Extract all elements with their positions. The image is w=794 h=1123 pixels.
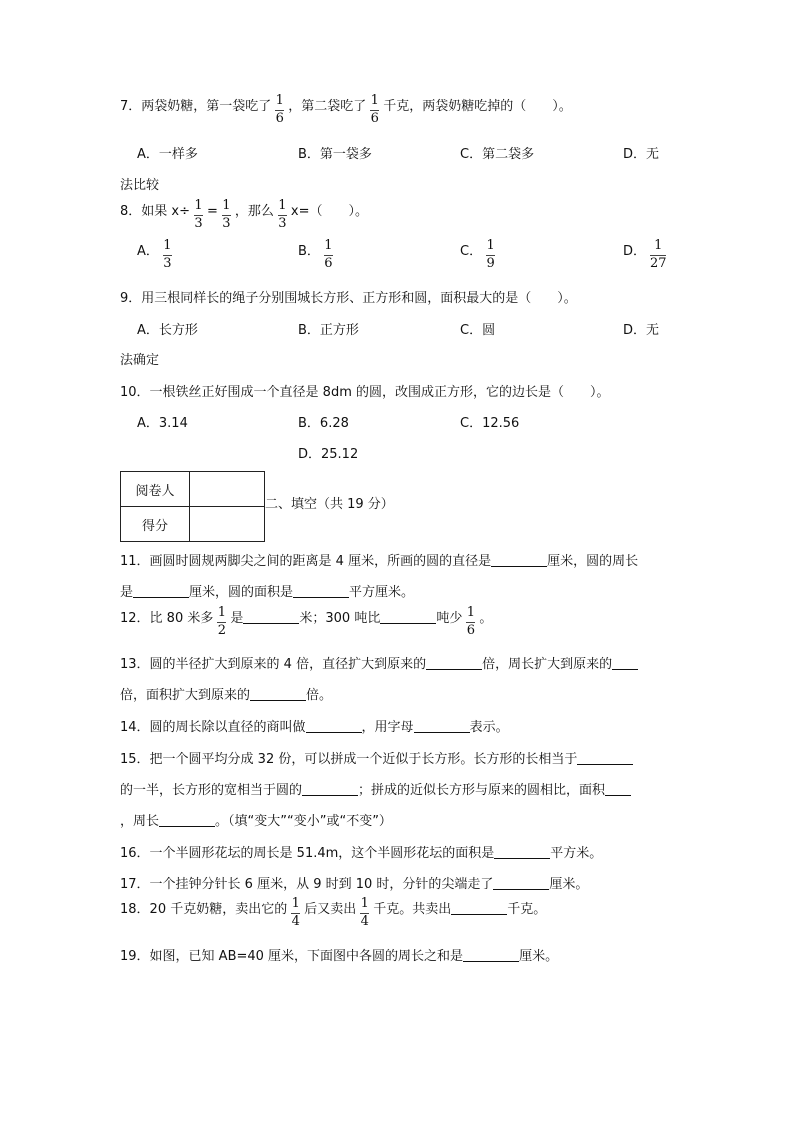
text: C． [460,244,483,259]
denominator: 6 [370,111,379,126]
text: 法确定 [120,353,160,368]
answer-blank[interactable] [243,609,299,624]
numerator: 1 [324,238,333,253]
score-table [120,471,265,542]
text: B． [298,244,320,259]
option-9d [623,323,659,339]
question-11 [120,552,638,570]
text: D．25.12 [298,447,359,462]
option-7d [623,147,659,163]
option-9d-cont [120,353,159,369]
text: ，第二袋吃了 [288,99,367,114]
text: 18．20 千克奶糖，卖出它的 [120,902,288,917]
fraction [291,897,300,929]
answer-blank[interactable] [463,947,519,962]
question-18 [120,896,547,929]
text: ，周长 [120,814,160,829]
text: 9．用三根同样长的绳子分别围城长方形、正方形和圆，面积最大的是（ ）。 [120,291,577,306]
text: 。 [479,611,493,626]
denominator: 9 [486,256,495,271]
answer-blank[interactable] [250,686,306,701]
text: 厘米。 [519,949,559,964]
text: A．一样多 [137,147,198,162]
text: 平方米。 [550,846,603,861]
fraction [163,239,172,271]
question-10 [120,385,610,401]
text: 平方厘米。 [349,585,415,600]
answer-blank[interactable] [451,900,507,915]
text: D．无 [623,147,660,162]
numerator: 1 [275,93,284,108]
fraction [324,239,333,271]
text: 13．圆的半径扩大到原来的 4 倍，直径扩大到原来的 [120,657,427,672]
text: 法比较 [120,178,160,193]
answer-blank[interactable] [612,655,638,670]
text: 厘米。 [549,877,589,892]
denominator: 6 [324,256,333,271]
question-8 [120,198,369,231]
text: 千克。 [507,902,547,917]
fraction [650,239,667,271]
answer-blank[interactable] [426,655,482,670]
text: = [207,204,218,219]
text: ，那么 [234,204,274,219]
numerator: 1 [291,896,300,911]
question-9 [120,291,577,307]
text: 8．如果 x÷ [120,204,190,219]
option-7b [298,147,372,163]
numerator: 1 [163,238,172,253]
question-15 [120,750,633,768]
question-17 [120,875,588,893]
fraction [360,897,369,929]
answer-blank[interactable] [494,844,550,859]
fraction [370,94,379,126]
text: D．无 [623,323,660,338]
text: 14．圆的周长除以直径的商叫做 [120,720,306,735]
option-10a [137,416,188,432]
text: 倍，面积扩大到原来的 [120,688,251,703]
text: 的一半，长方形的宽相当于圆的 [120,783,303,798]
question-13 [120,655,638,673]
text: C．第二袋多 [460,147,535,162]
text: C．12.56 [460,416,520,431]
answer-blank[interactable] [414,718,470,733]
option-10c [460,416,519,432]
option-8b [298,238,337,271]
reviewer-field[interactable] [190,472,265,507]
denominator: 3 [222,216,231,231]
text: B．第一袋多 [298,147,372,162]
text: A． [137,244,159,259]
question-11-cont [120,583,414,601]
option-10d [298,447,358,463]
fraction [222,199,231,231]
text: 7．两袋奶糖，第一袋吃了 [120,99,272,114]
answer-blank[interactable] [159,812,215,827]
text: ；拼成的近似长方形与原来的圆相比，面积 [358,783,606,798]
numerator: 1 [486,238,495,253]
text: 19．如图，已知 AB=40 厘米，下面图中各圆的周长之和是 [120,949,464,964]
denominator: 6 [275,111,284,126]
answer-blank[interactable] [493,875,549,890]
denominator: 3 [278,216,287,231]
text: B．正方形 [298,323,359,338]
question-15-cont2 [120,812,392,830]
answer-blank[interactable] [491,552,547,567]
text: A．3.14 [137,416,188,431]
question-15-cont [120,781,631,799]
text: 厘米，圆的周长 [547,554,639,569]
option-8d [623,238,671,271]
question-13-cont [120,686,332,704]
text: 是 [120,585,134,600]
denominator: 3 [163,256,172,271]
question-7 [120,93,572,126]
text: 千克。共卖出 [373,902,452,917]
text: 米；300 吨比 [299,611,381,626]
question-14 [120,718,509,736]
text: 。（填“变大”“变小”或“不变”） [215,814,392,829]
denominator: 27 [650,256,667,271]
text: ，用字母 [361,720,414,735]
option-8c [460,238,499,271]
denominator: 4 [291,914,300,929]
denominator: 6 [466,623,475,638]
numerator: 1 [466,605,475,620]
text: x=（ ）。 [290,204,369,219]
fraction [486,239,495,271]
text: 17．一个挂钟分针长 6 厘米，从 9 时到 10 时，分针的尖端走了 [120,877,494,892]
denominator: 3 [194,216,203,231]
text: 15．把一个圆平均分成 32 份，可以拼成一个近似于长方形。长方形的长相当于 [120,752,578,767]
text: 倍。 [306,688,333,703]
answer-blank[interactable] [293,583,349,598]
answer-blank[interactable] [380,609,436,624]
text: 10．一根铁丝正好围成一个直径是 8dm 的圆，改围成正方形，它的边长是（ ）。 [120,385,610,400]
text: 二、填空（共 19 分） [265,497,394,512]
text: 千克，两袋奶糖吃掉的（ ）。 [383,99,572,114]
option-7d-cont [120,178,159,194]
question-16 [120,844,602,862]
text: 16．一个半圆形花坛的周长是 51.4m，这个半圆形花坛的面积是 [120,846,495,861]
option-10b [298,416,349,432]
numerator: 1 [278,198,287,213]
answer-blank[interactable] [133,583,189,598]
option-7a [137,147,198,163]
text: A．长方形 [137,323,198,338]
fraction [194,199,203,231]
numerator: 1 [370,93,379,108]
numerator: 1 [217,605,226,620]
answer-blank[interactable] [577,750,633,765]
text: B．6.28 [298,416,349,431]
text: 11．画圆时圆规两脚尖之间的距离是 4 厘米，所画的圆的直径是 [120,554,492,569]
text: 吨少 [436,611,463,626]
fraction [278,199,287,231]
option-9c [460,323,495,339]
fraction [217,606,226,638]
text: 是 [230,611,244,626]
numerator: 1 [194,198,203,213]
denominator: 2 [217,623,226,638]
option-7c [460,147,534,163]
numerator: 1 [654,238,663,253]
answer-blank[interactable] [302,781,358,796]
reviewer-label: 阅卷人 [121,472,190,507]
score-field[interactable] [190,507,265,542]
answer-blank[interactable] [306,718,362,733]
text: 表示。 [469,720,509,735]
text: 后又卖出 [304,902,357,917]
text: 厘米，圆的面积是 [189,585,294,600]
answer-blank[interactable] [605,781,631,796]
text: 倍，周长扩大到原来的 [482,657,613,672]
question-19 [120,947,558,965]
text: D． [623,244,647,259]
fraction [466,606,475,638]
numerator: 1 [360,896,369,911]
numerator: 1 [222,198,231,213]
option-9a [137,323,198,339]
option-8a [137,238,176,271]
fraction [275,94,284,126]
question-12 [120,605,493,638]
text: 12．比 80 米多 [120,611,214,626]
text: C．圆 [460,323,496,338]
denominator: 4 [360,914,369,929]
section-title [265,497,394,513]
option-9b [298,323,359,339]
score-label: 得分 [121,507,190,542]
